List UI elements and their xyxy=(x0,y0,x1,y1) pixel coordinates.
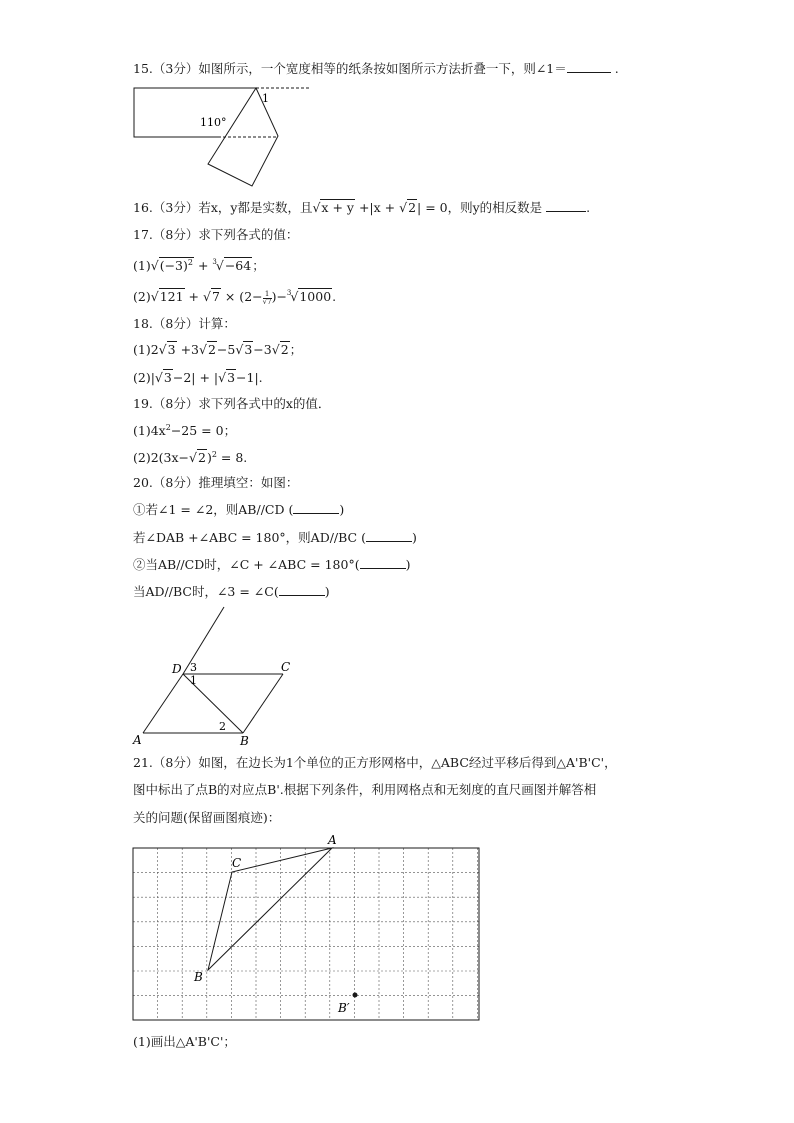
q21-point-Bprime xyxy=(353,993,358,998)
q20-line1: ①若∠1 = ∠2，则AB//CD ( ) xyxy=(133,502,345,517)
q21-line1: 21.（8分）如图，在边长为1个单位的正方形网格中，△ABC经过平移后得到△A'B'C'， xyxy=(133,755,617,770)
q15-text: 15.（3分）如图所示，一个宽度相等的纸条按如图所示方法折叠一下，则∠1＝ . xyxy=(133,61,619,76)
q20-blank-4[interactable] xyxy=(279,584,325,596)
q20-angle-1: 1 xyxy=(190,674,197,687)
q20-blank-1[interactable] xyxy=(293,502,339,514)
q20-parallelogram-figure xyxy=(128,605,298,747)
q20-line2: 若∠DAB +∠ABC = 180°，则AD//BC ( ) xyxy=(133,530,417,545)
q15-answer-blank[interactable] xyxy=(567,61,611,73)
q15-angle-1-label: 1 xyxy=(262,92,269,105)
q21-label-A: A xyxy=(328,833,337,847)
q21-sub1: (1)画出△A'B'C'； xyxy=(133,1034,236,1049)
q20-line3: ②当AB//CD时，∠C + ∠ABC = 180°( ) xyxy=(133,557,411,572)
q21-label-C: C xyxy=(232,856,242,870)
q20-title: 20.（8分）推理填空：如图： xyxy=(133,475,299,490)
q20-blank-3[interactable] xyxy=(360,557,406,569)
q21-grid-figure xyxy=(128,830,488,1026)
q16-text: 16.（3分）若x，y都是实数，且√x + y +|x + √2| = 0，则y的相反数是 . xyxy=(133,200,591,215)
q16-answer-blank[interactable] xyxy=(546,200,586,212)
q21-label-Bprime: B′ xyxy=(338,1001,350,1015)
q17-part2: (2)√121 + √7 × (2− $\frac{1}{√7}$ )−$^3$√1000. xyxy=(133,289,337,306)
q20-angle-2: 2 xyxy=(219,720,226,733)
q21-label-B: B xyxy=(194,970,203,984)
q15-folded-strip-figure xyxy=(128,82,318,192)
q19-part1: $(1)4x^2-25 = 0$； xyxy=(133,423,237,438)
q20-line4: 当AD//BC时，∠3 = ∠C( ) xyxy=(133,584,330,599)
q19-title: 19.（8分）求下列各式中的x的值． xyxy=(133,396,331,411)
q18-part1: (1)2√3 +3√2−5√3−3√2； xyxy=(133,342,303,357)
q21-line3: 关的问题(保留画图痕迹)： xyxy=(133,810,281,825)
q20-label-A: A xyxy=(133,733,142,747)
q19-part2: $(2)2(3x-√2)^2 = 8$. xyxy=(133,450,248,465)
q15-angle-label: 110° xyxy=(200,116,227,129)
q17-title: 17.（8分）求下列各式的值： xyxy=(133,227,299,242)
q20-label-B: B xyxy=(240,734,249,747)
q20-label-D: D xyxy=(172,662,182,676)
q18-title: 18.（8分）计算： xyxy=(133,316,236,331)
q20-label-C: C xyxy=(281,660,291,674)
q20-angle-3: 3 xyxy=(190,661,197,674)
q17-part1: $(1)√(-3)^2 + ^3√-64$； xyxy=(133,258,265,273)
q20-blank-2[interactable] xyxy=(366,530,412,542)
q21-line2: 图中标出了点B的对应点B'.根据下列条件，利用网格点和无刻度的直尺画图并解答相 xyxy=(133,782,597,797)
q18-part2: (2)|√3−2| + |√3−1|. xyxy=(133,370,263,385)
